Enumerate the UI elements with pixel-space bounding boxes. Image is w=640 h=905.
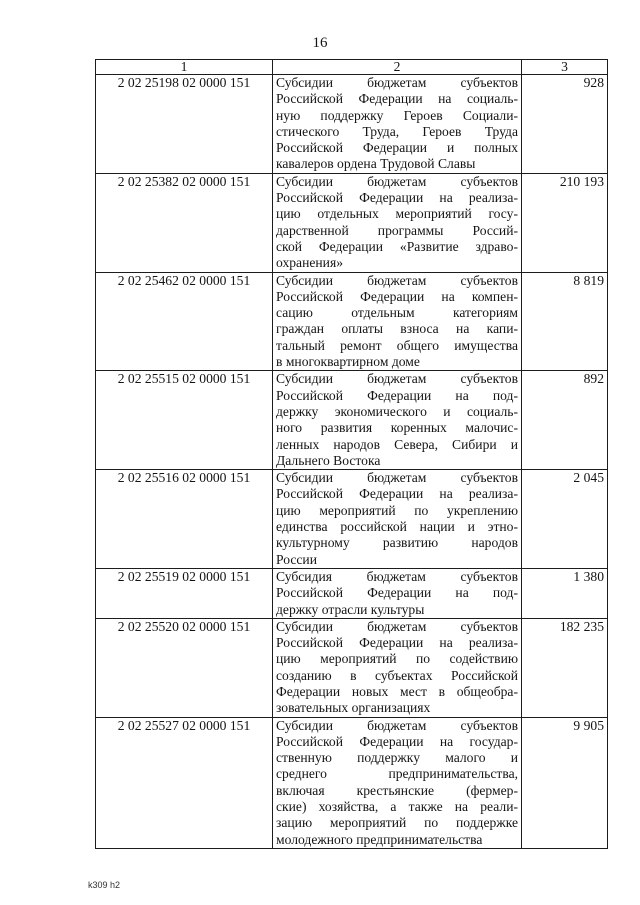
budget-classification-code: 2 02 25527 02 0000 151 [96,717,273,848]
column-header-code: 1 [96,60,273,75]
amount-value: 210 193 [522,173,608,272]
description-line: единства российской нации и этно- [276,519,518,535]
description-line: России [276,551,317,567]
description-line: дарственной программы Россий- [276,222,518,238]
revenue-description [273,75,522,174]
description-line: зовательных организациях [276,700,431,716]
description-line: ской Федерации «Развитие здраво- [276,238,518,254]
revenue-description [273,272,522,371]
revenue-description [273,470,522,569]
table-row [96,618,608,717]
description-line: ного развития коренных малочис- [276,420,518,436]
revenue-description [273,568,522,618]
revenue-description [273,173,522,272]
page-number: 16 [312,35,328,51]
budget-classification-code: 2 02 25519 02 0000 151 [96,568,273,618]
description-line: ную поддержку Героев Социали- [276,107,518,123]
amount-value: 928 [522,75,608,174]
description-line: охранения» [276,255,343,271]
document-code: k309 h2 [88,880,121,890]
description-line: ственную поддержку малого и [276,750,518,766]
description-line: Субсидии бюджетам субъектов [276,75,518,90]
description-line: Российской Федерации на под- [276,585,518,601]
description-line: Субсидии бюджетам субъектов [276,173,518,189]
description-line: включая крестьянские (фермер- [276,782,518,798]
description-line: тальный ремонт общего имущества [276,337,518,353]
description-line: Субсидии бюджетам субъектов [276,470,518,486]
description-line: культурному развитию народов [276,535,518,551]
description-line: стического Труда, Героев Труда [276,123,518,139]
table-row [96,470,608,569]
revenue-description [273,717,522,848]
table-row [96,173,608,272]
description-line: Субсидии бюджетам субъектов [276,717,518,733]
description-line: Субсидии бюджетам субъектов [276,272,518,288]
description-line: Дальнего Востока [276,452,381,468]
table-row [96,717,608,848]
column-header-amount: 3 [522,60,608,75]
budget-table [95,59,608,849]
description-line: Российской Федерации и полных [276,140,518,156]
description-line: цию отдельных мероприятий госу- [276,206,518,222]
amount-value: 1 380 [522,568,608,618]
table-row [96,568,608,618]
description-line: кавалеров ордена Трудовой Славы [276,156,476,172]
table-row [96,272,608,371]
description-line: сацию отдельным категориям [276,305,518,321]
revenue-description [273,618,522,717]
budget-classification-code: 2 02 25382 02 0000 151 [96,173,273,272]
description-line: Российской Федерации на под- [276,387,518,403]
budget-classification-code: 2 02 25515 02 0000 151 [96,371,273,470]
description-line: держку экономического и социаль- [276,403,518,419]
revenue-description [273,371,522,470]
description-line: созданию в субъектах Российской [276,667,518,683]
description-line: Российской Федерации на социаль- [276,91,518,107]
description-line: среднего предпринимательства, [276,766,518,782]
table-row [96,371,608,470]
budget-classification-code: 2 02 25462 02 0000 151 [96,272,273,371]
description-line: Российской Федерации на компен- [276,288,518,304]
table-row [96,75,608,174]
description-line: Федерации новых мест в общеобра- [276,683,518,699]
budget-classification-code: 2 02 25520 02 0000 151 [96,618,273,717]
table-body [96,75,608,849]
description-line: молодежного предпринимательства [276,831,483,847]
description-line: ские) хозяйства, а также на реали- [276,799,518,815]
amount-value: 182 235 [522,618,608,717]
description-line: граждан оплаты взноса на капи- [276,321,518,337]
description-line: цию мероприятий по содействию [276,651,518,667]
budget-classification-code: 2 02 25198 02 0000 151 [96,75,273,174]
description-line: Российской Федерации на реализа- [276,190,518,206]
description-line: Субсидии бюджетам субъектов [276,371,518,387]
budget-classification-code: 2 02 25516 02 0000 151 [96,470,273,569]
description-line: Субсидия бюджетам субъектов [276,568,518,584]
amount-value: 2 045 [522,470,608,569]
amount-value: 8 819 [522,272,608,371]
amount-value: 892 [522,371,608,470]
amount-value: 9 905 [522,717,608,848]
description-line: в многоквартирном доме [276,354,420,370]
description-line: зацию мероприятий по поддержке [276,815,518,831]
description-line: Российской Федерации на государ- [276,733,518,749]
description-line: цию мероприятий по укреплению [276,502,518,518]
column-header-description: 2 [273,60,522,75]
description-line: Российской Федерации на реализа- [276,486,518,502]
description-line: держку отрасли культуры [276,601,425,617]
description-line: ленных народов Севера, Сибири и [276,436,518,452]
table-header-row [96,60,608,75]
description-line: Российской Федерации на реализа- [276,635,518,651]
description-line: Субсидии бюджетам субъектов [276,618,518,634]
